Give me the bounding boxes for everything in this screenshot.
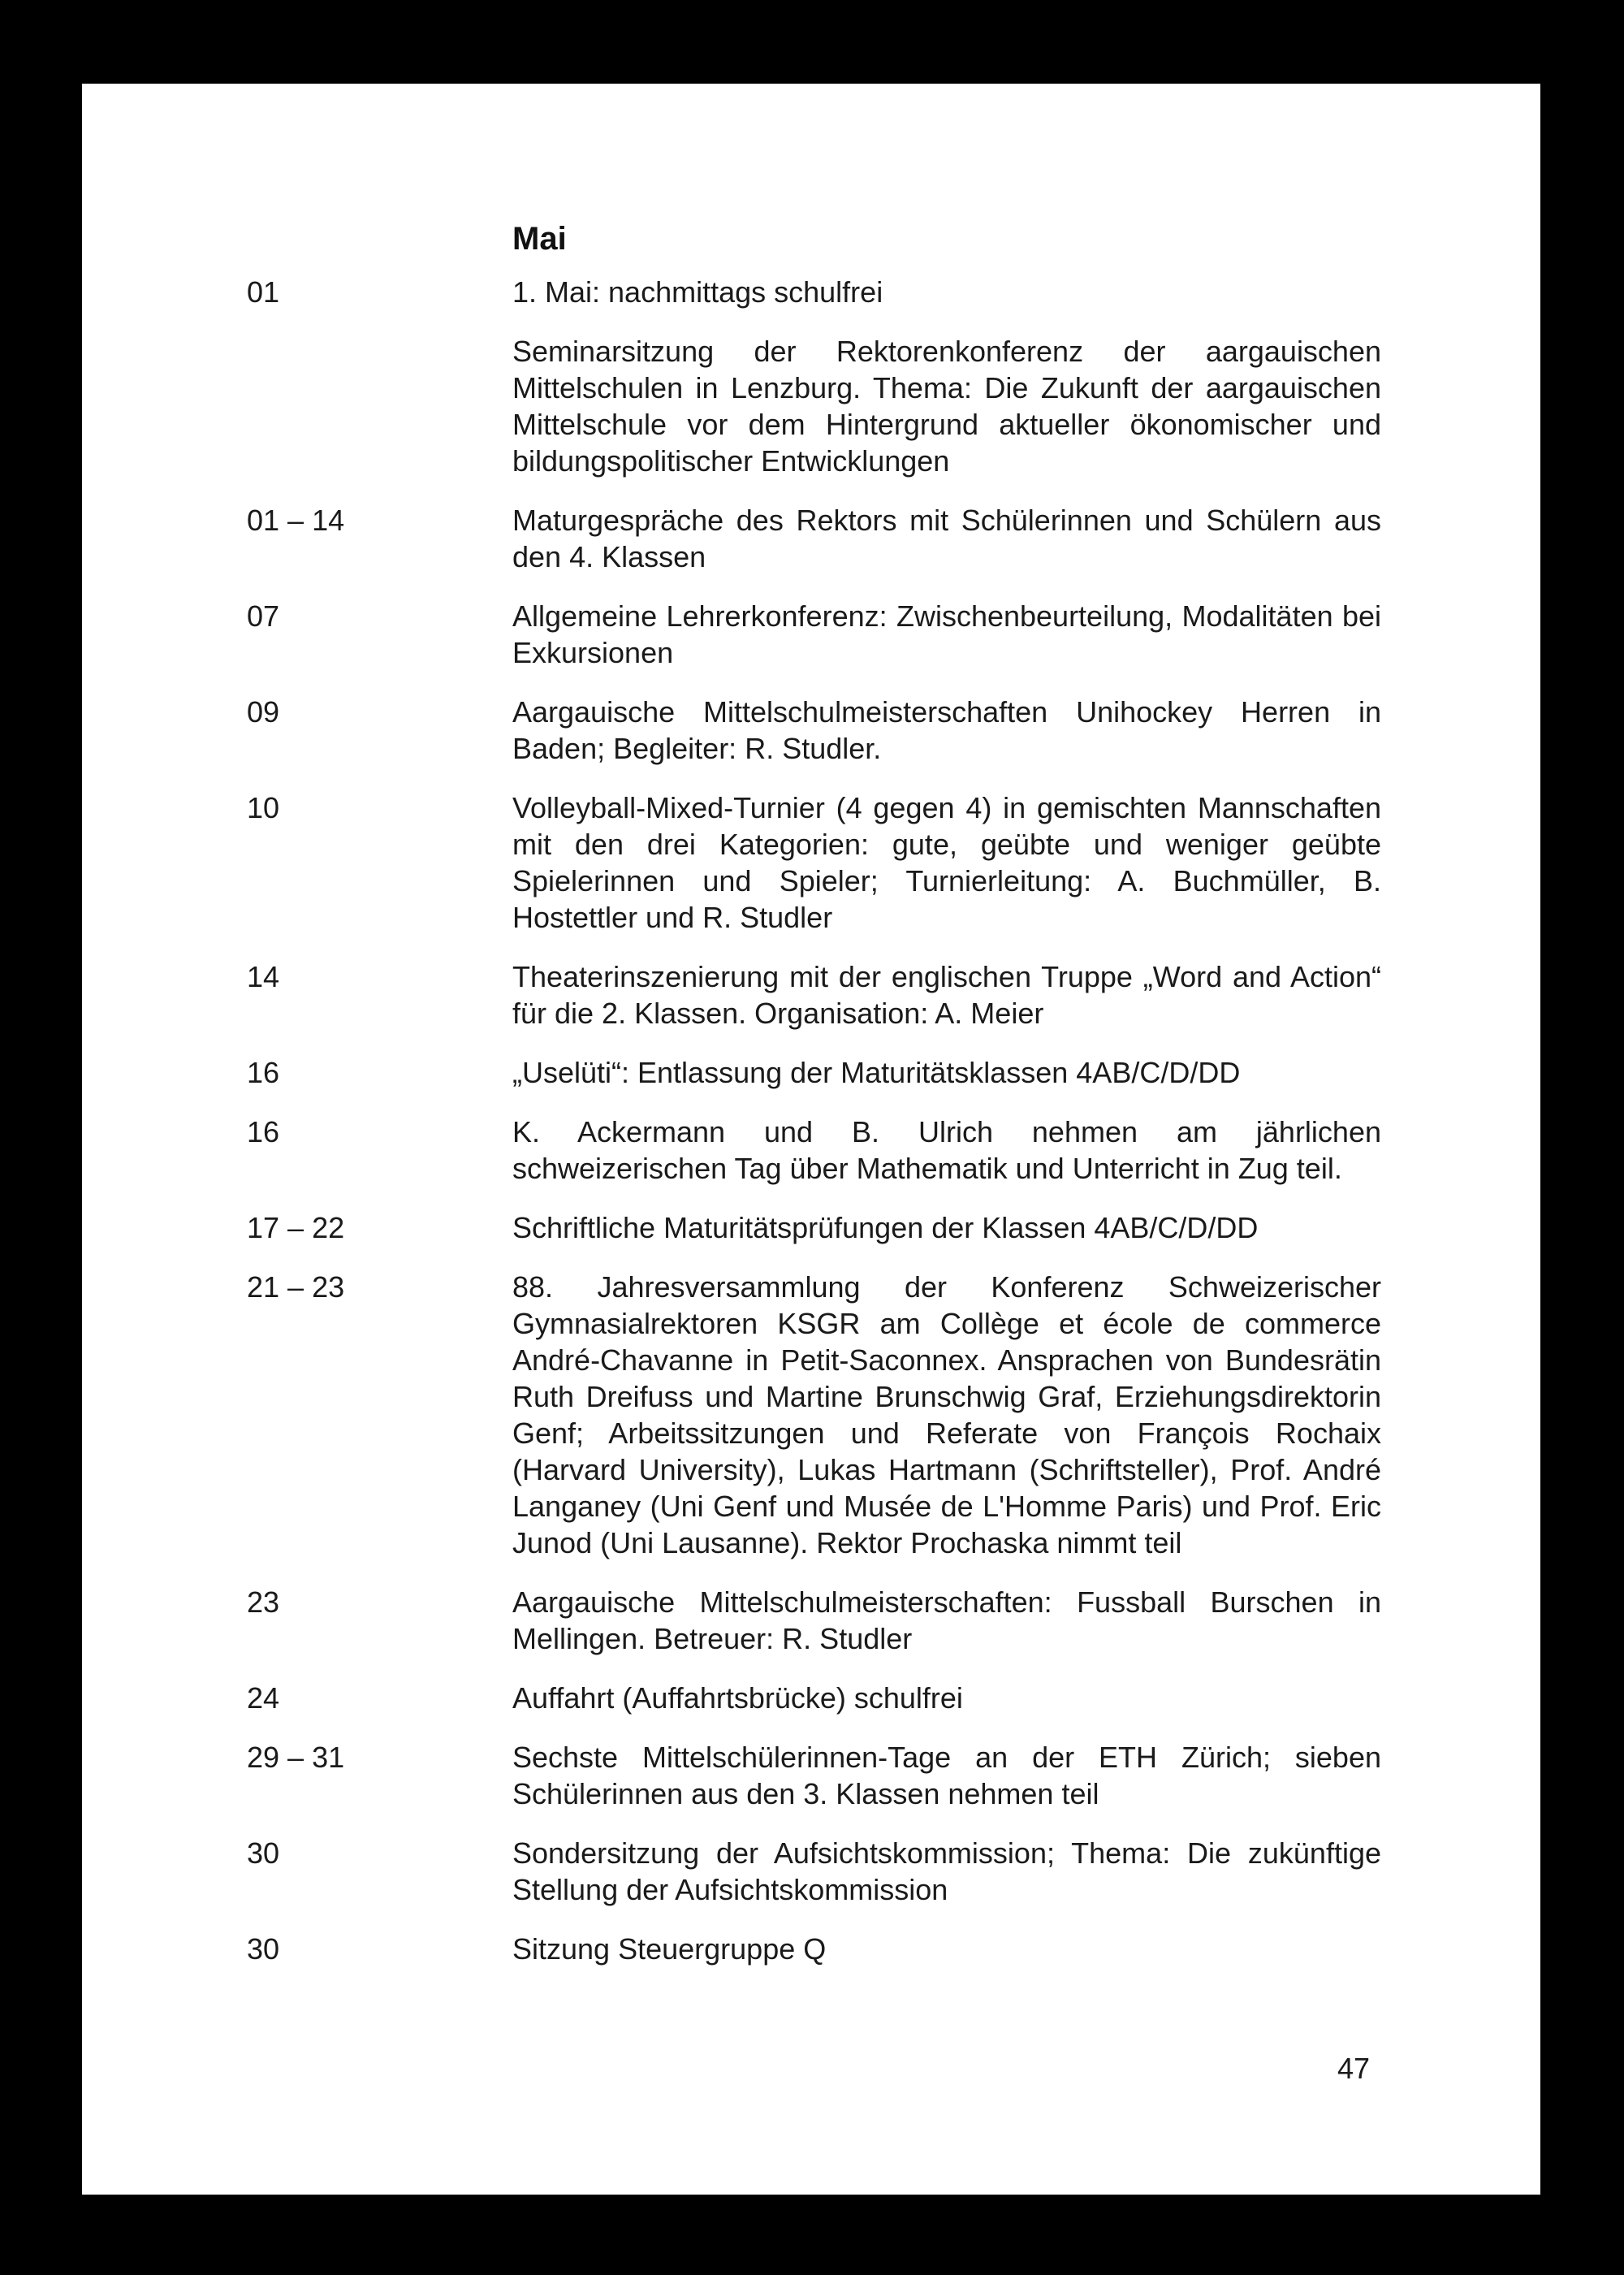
entry-paragraph: Sechste Mittelschülerinnen-Tage an der ETH Zürich; sieben Schülerinnen aus den 3. Klassen nehmen teil: [512, 1741, 1381, 1810]
entry-date: 29 – 31: [247, 1741, 345, 1774]
entry-text: [512, 1739, 1381, 1812]
entry-date: 30: [247, 1932, 280, 1966]
chronicle-entry: [82, 502, 1540, 575]
entry-text: [512, 1835, 1381, 1908]
entry-date: 16: [247, 1056, 280, 1089]
entry-date: 23: [247, 1585, 280, 1619]
entry-date: 01 – 14: [247, 504, 345, 537]
chronicle-entry: [82, 1931, 1540, 1967]
entry-date: 30: [247, 1836, 280, 1870]
entry-paragraph: Sondersitzung der Aufsichtskommission; Thema: Die zukünftige Stellung der Aufsichtskommission: [512, 1836, 1381, 1906]
page-number: 47: [1337, 2052, 1370, 2085]
entry-text: [512, 1114, 1381, 1187]
document-page: [82, 84, 1540, 2195]
entry-date: 17 – 22: [247, 1211, 345, 1244]
entry-text: [512, 1931, 1381, 1967]
month-heading: Mai: [512, 221, 567, 257]
entry-paragraph: Schriftliche Maturitätsprüfungen der Klassen 4AB/C/D/DD: [512, 1211, 1259, 1244]
entry-paragraph: Maturgespräche des Rektors mit Schülerinnen und Schülern aus den 4. Klassen: [512, 504, 1381, 573]
entry-text: [512, 789, 1381, 936]
entry-date: 10: [247, 791, 280, 824]
entry-paragraph: Seminarsitzung der Rektorenkonferenz der aargauischen Mittelschulen in Lenzburg. Thema: Die Zukunft der aargauischen Mittelschule vor dem Hintergrund aktueller ökonomischer und bildungspolitischer Entwicklungen: [512, 335, 1381, 478]
entry-date: 21 – 23: [247, 1270, 345, 1304]
entry-text: [512, 274, 1381, 479]
entry-paragraph: Sitzung Steuergruppe Q: [512, 1932, 827, 1966]
chronicle-entry: [82, 1835, 1540, 1908]
entry-text: [512, 694, 1381, 767]
entry-date: 07: [247, 599, 280, 633]
entry-text: [512, 1584, 1381, 1657]
entry-paragraph: „Uselüti“: Entlassung der Maturitätsklassen 4AB/C/D/DD: [512, 1056, 1241, 1089]
chronicle-entry: [82, 1054, 1540, 1091]
entry-date: 14: [247, 960, 280, 993]
chronicle-entry: [82, 694, 1540, 767]
chronicle-entries: [82, 274, 1540, 1990]
chronicle-entry: [82, 1739, 1540, 1812]
chronicle-entry: [82, 958, 1540, 1032]
chronicle-entry: [82, 789, 1540, 936]
chronicle-entry: [82, 274, 1540, 479]
chronicle-entry: [82, 1269, 1540, 1561]
entry-paragraph: Aargauische Mittelschulmeisterschaften Unihockey Herren in Baden; Begleiter: R. Studler.: [512, 695, 1381, 765]
chronicle-entry: [82, 1209, 1540, 1246]
entry-paragraph: Allgemeine Lehrerkonferenz: Zwischenbeurteilung, Modalitäten bei Exkursionen: [512, 599, 1381, 669]
entry-paragraph: 1. Mai: nachmittags schulfrei: [512, 275, 883, 309]
entry-date: 24: [247, 1681, 280, 1715]
entry-paragraph: K. Ackermann und B. Ulrich nehmen am jährlichen schweizerischen Tag über Mathematik und Unterricht in Zug teil.: [512, 1115, 1381, 1185]
chronicle-entry: [82, 598, 1540, 671]
entry-paragraph: Auffahrt (Auffahrtsbrücke) schulfrei: [512, 1681, 963, 1715]
entry-paragraph: Theaterinszenierung mit der englischen Truppe „Word and Action“ für die 2. Klassen. Organisation: A. Meier: [512, 960, 1381, 1030]
entry-text: [512, 598, 1381, 671]
entry-date: 16: [247, 1115, 280, 1148]
chronicle-entry: [82, 1114, 1540, 1187]
entry-date: 01: [247, 275, 280, 309]
chronicle-entry: [82, 1680, 1540, 1716]
entry-text: [512, 502, 1381, 575]
entry-text: [512, 1269, 1381, 1561]
entry-text: [512, 958, 1381, 1032]
entry-text: [512, 1209, 1381, 1246]
chronicle-entry: [82, 1584, 1540, 1657]
entry-paragraph: Volleyball-Mixed-Turnier (4 gegen 4) in gemischten Mannschaften mit den drei Kategorien: gute, geübte und weniger geübte Spielerinnen und Spieler; Turnierleitung: A. Buchmüller, B. Hostettler und R. Studler: [512, 791, 1381, 934]
entry-date: 09: [247, 695, 280, 729]
entry-text: [512, 1680, 1381, 1716]
entry-text: [512, 1054, 1381, 1091]
entry-paragraph: 88. Jahresversammlung der Konferenz Schweizerischer Gymnasialrektoren KSGR am Collège et école de commerce André-Chavanne in Petit-Saconnex. Ansprachen von Bundesrätin Ruth Dreifuss und Martine Brunschwig Graf, Erziehungsdirektorin Genf; Arbeitssitzungen und Referate von François Rochaix (Harvard University), Lukas Hartmann (Schriftsteller), Prof. André Langaney (Uni Genf und Musée de L'Homme Paris) und Prof. Eric Junod (Uni Lausanne). Rektor Prochaska nimmt teil: [512, 1270, 1381, 1559]
entry-paragraph: Aargauische Mittelschulmeisterschaften: Fussball Burschen in Mellingen. Betreuer: R. Studler: [512, 1585, 1381, 1655]
